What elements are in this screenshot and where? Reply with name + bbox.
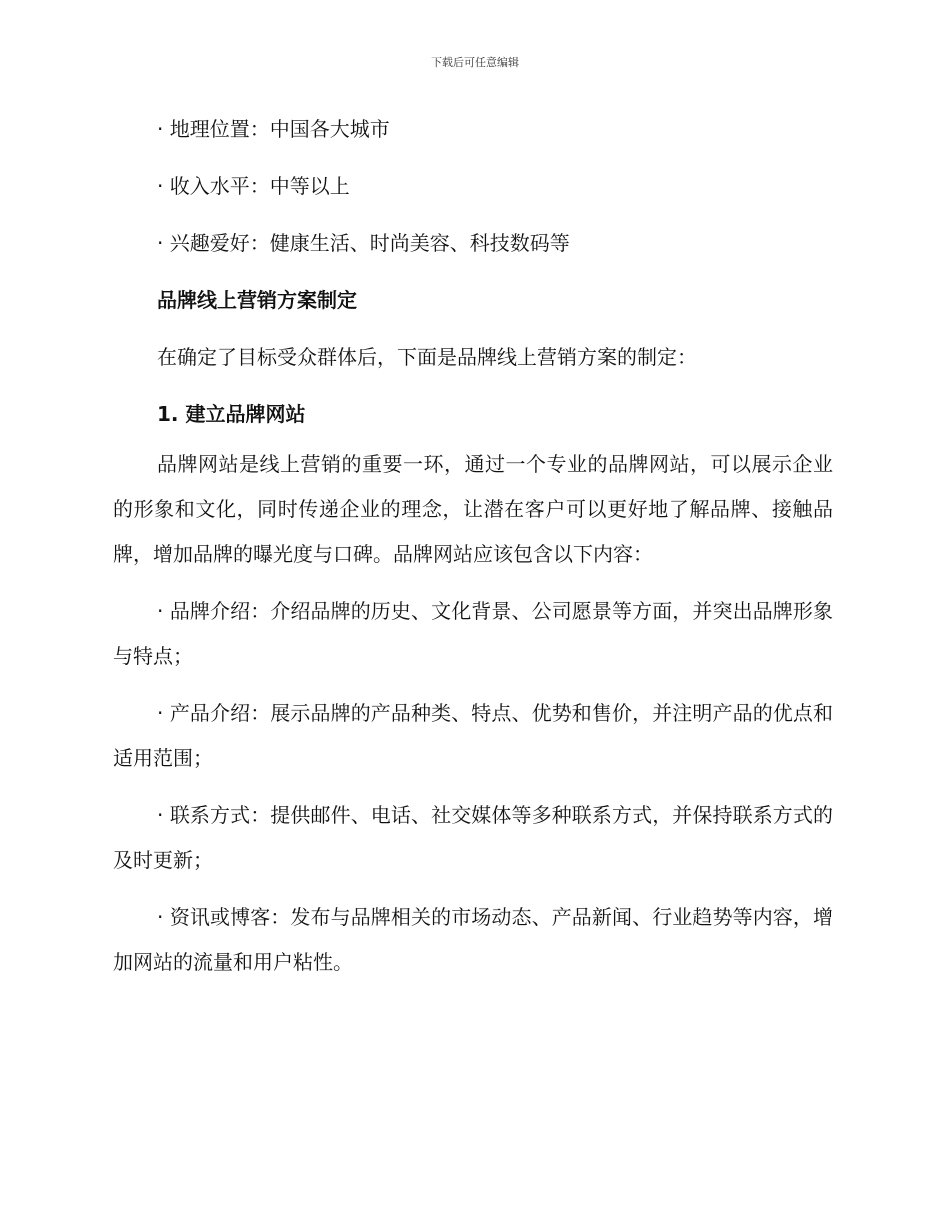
header-note: 下载后可任意编辑: [431, 56, 519, 69]
list-item-product-intro: · 产品介绍：展示品牌的产品种类、特点、优势和售价，并注明产品的优点和适用范围；: [113, 701, 833, 770]
audience-income: · 收入水平：中等以上: [157, 174, 350, 198]
section-intro: 在确定了目标受众群体后，下面是品牌线上营销方案的制定：: [157, 345, 697, 369]
list-item-contact: · 联系方式：提供邮件、电话、社交媒体等多种联系方式，并保持联系方式的及时更新；: [113, 803, 833, 872]
document-body: [113, 112, 833, 985]
section-subtitle: 1. 建立品牌网站: [157, 402, 306, 426]
list-item-news-blog: · 资讯或博客：发布与品牌相关的市场动态、产品新闻、行业趋势等内容，增加网站的流量和用户粘性。: [113, 905, 833, 974]
section-title: 品牌线上营销方案制定: [157, 288, 357, 312]
audience-interests: · 兴趣爱好：健康生活、时尚美容、科技数码等: [157, 231, 570, 255]
audience-location: · 地理位置：中国各大城市: [157, 117, 390, 141]
section-body: 品牌网站是线上营销的重要一环，通过一个专业的品牌网站，可以展示企业的形象和文化，同时传递企业的理念，让潜在客户可以更好地了解品牌、接触品牌，增加品牌的曝光度与口碑。品牌网站应该包含以下内容：: [113, 452, 833, 566]
list-item-brand-intro: · 品牌介绍：介绍品牌的历史、文化背景、公司愿景等方面，并突出品牌形象与特点；: [113, 599, 833, 668]
